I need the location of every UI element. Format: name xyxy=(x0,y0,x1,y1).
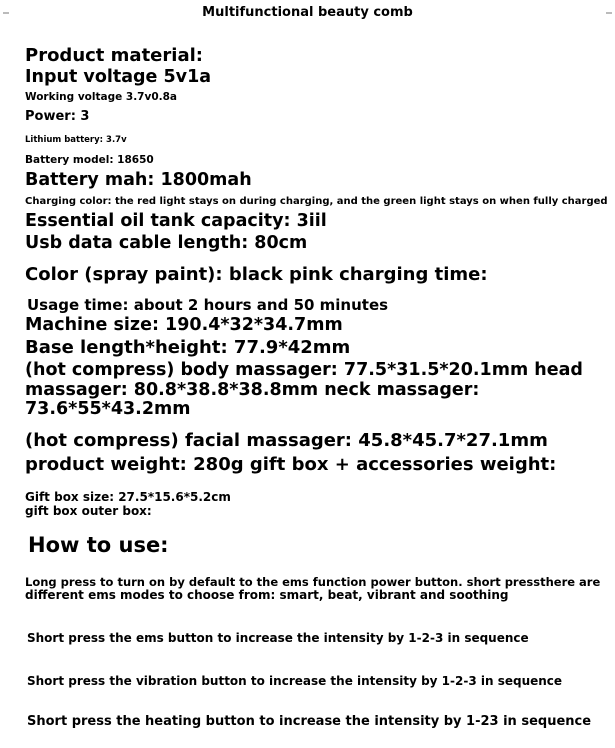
charging-color: Charging color: the red light stays on during charging, and the green light stays on when fully charged xyxy=(25,196,608,207)
gift-box-outer: gift box outer box: xyxy=(25,504,152,518)
oil-tank-capacity: Essential oil tank capacity: 3iil xyxy=(25,211,327,231)
how-to-use-heading: How to use: xyxy=(28,533,169,557)
color-spray-paint: Color (spray paint): black pink charging time: xyxy=(25,264,488,285)
how-to-use-step-3: Short press the vibration button to increase the intensity by 1-2-3 in sequence xyxy=(27,674,563,688)
how-to-use-step-1-line-2: different ems modes to choose from: smart, beat, vibrant and soothing xyxy=(25,588,509,602)
working-voltage: Working voltage 3.7v0.8a xyxy=(25,91,178,103)
product-weight: product weight: 280g gift box + accessories weight: xyxy=(25,454,557,475)
gift-box-size: Gift box size: 27.5*15.6*5.2cm xyxy=(25,490,231,504)
lithium-battery: Lithium battery: 3.7v xyxy=(25,135,127,145)
base-size: Base length*height: 77.9*42mm xyxy=(25,337,351,358)
body-massager-line-2: massager: 80.8*38.8*38.8mm neck massager: xyxy=(25,380,480,400)
machine-size: Machine size: 190.4*32*34.7mm xyxy=(25,315,343,335)
battery-model: Battery model: 18650 xyxy=(25,154,154,166)
product-material: Product material: xyxy=(25,45,203,66)
input-voltage: Input voltage 5v1a xyxy=(25,67,212,87)
how-to-use-step-2: Short press the ems button to increase the intensity by 1-2-3 in sequence xyxy=(27,631,529,645)
body-massager-line-3: 73.6*55*43.2mm xyxy=(25,399,191,419)
battery-mah: Battery mah: 1800mah xyxy=(25,170,252,190)
page-title: Multifunctional beauty comb xyxy=(202,5,413,20)
power: Power: 3 xyxy=(25,109,90,124)
usb-cable-length: Usb data cable length: 80cm xyxy=(25,233,308,253)
facial-massager: (hot compress) facial massager: 45.8*45.7*27.1mm xyxy=(25,430,548,451)
body-massager-line-1: (hot compress) body massager: 77.5*31.5*20.1mm head xyxy=(25,360,583,380)
how-to-use-step-4: Short press the heating button to increase the intensity by 1-23 in sequence xyxy=(27,714,592,729)
usage-time: Usage time: about 2 hours and 50 minutes xyxy=(27,296,389,314)
how-to-use-step-1-line-1: Long press to turn on by default to the ems function power button. short pressthere are xyxy=(25,575,601,589)
